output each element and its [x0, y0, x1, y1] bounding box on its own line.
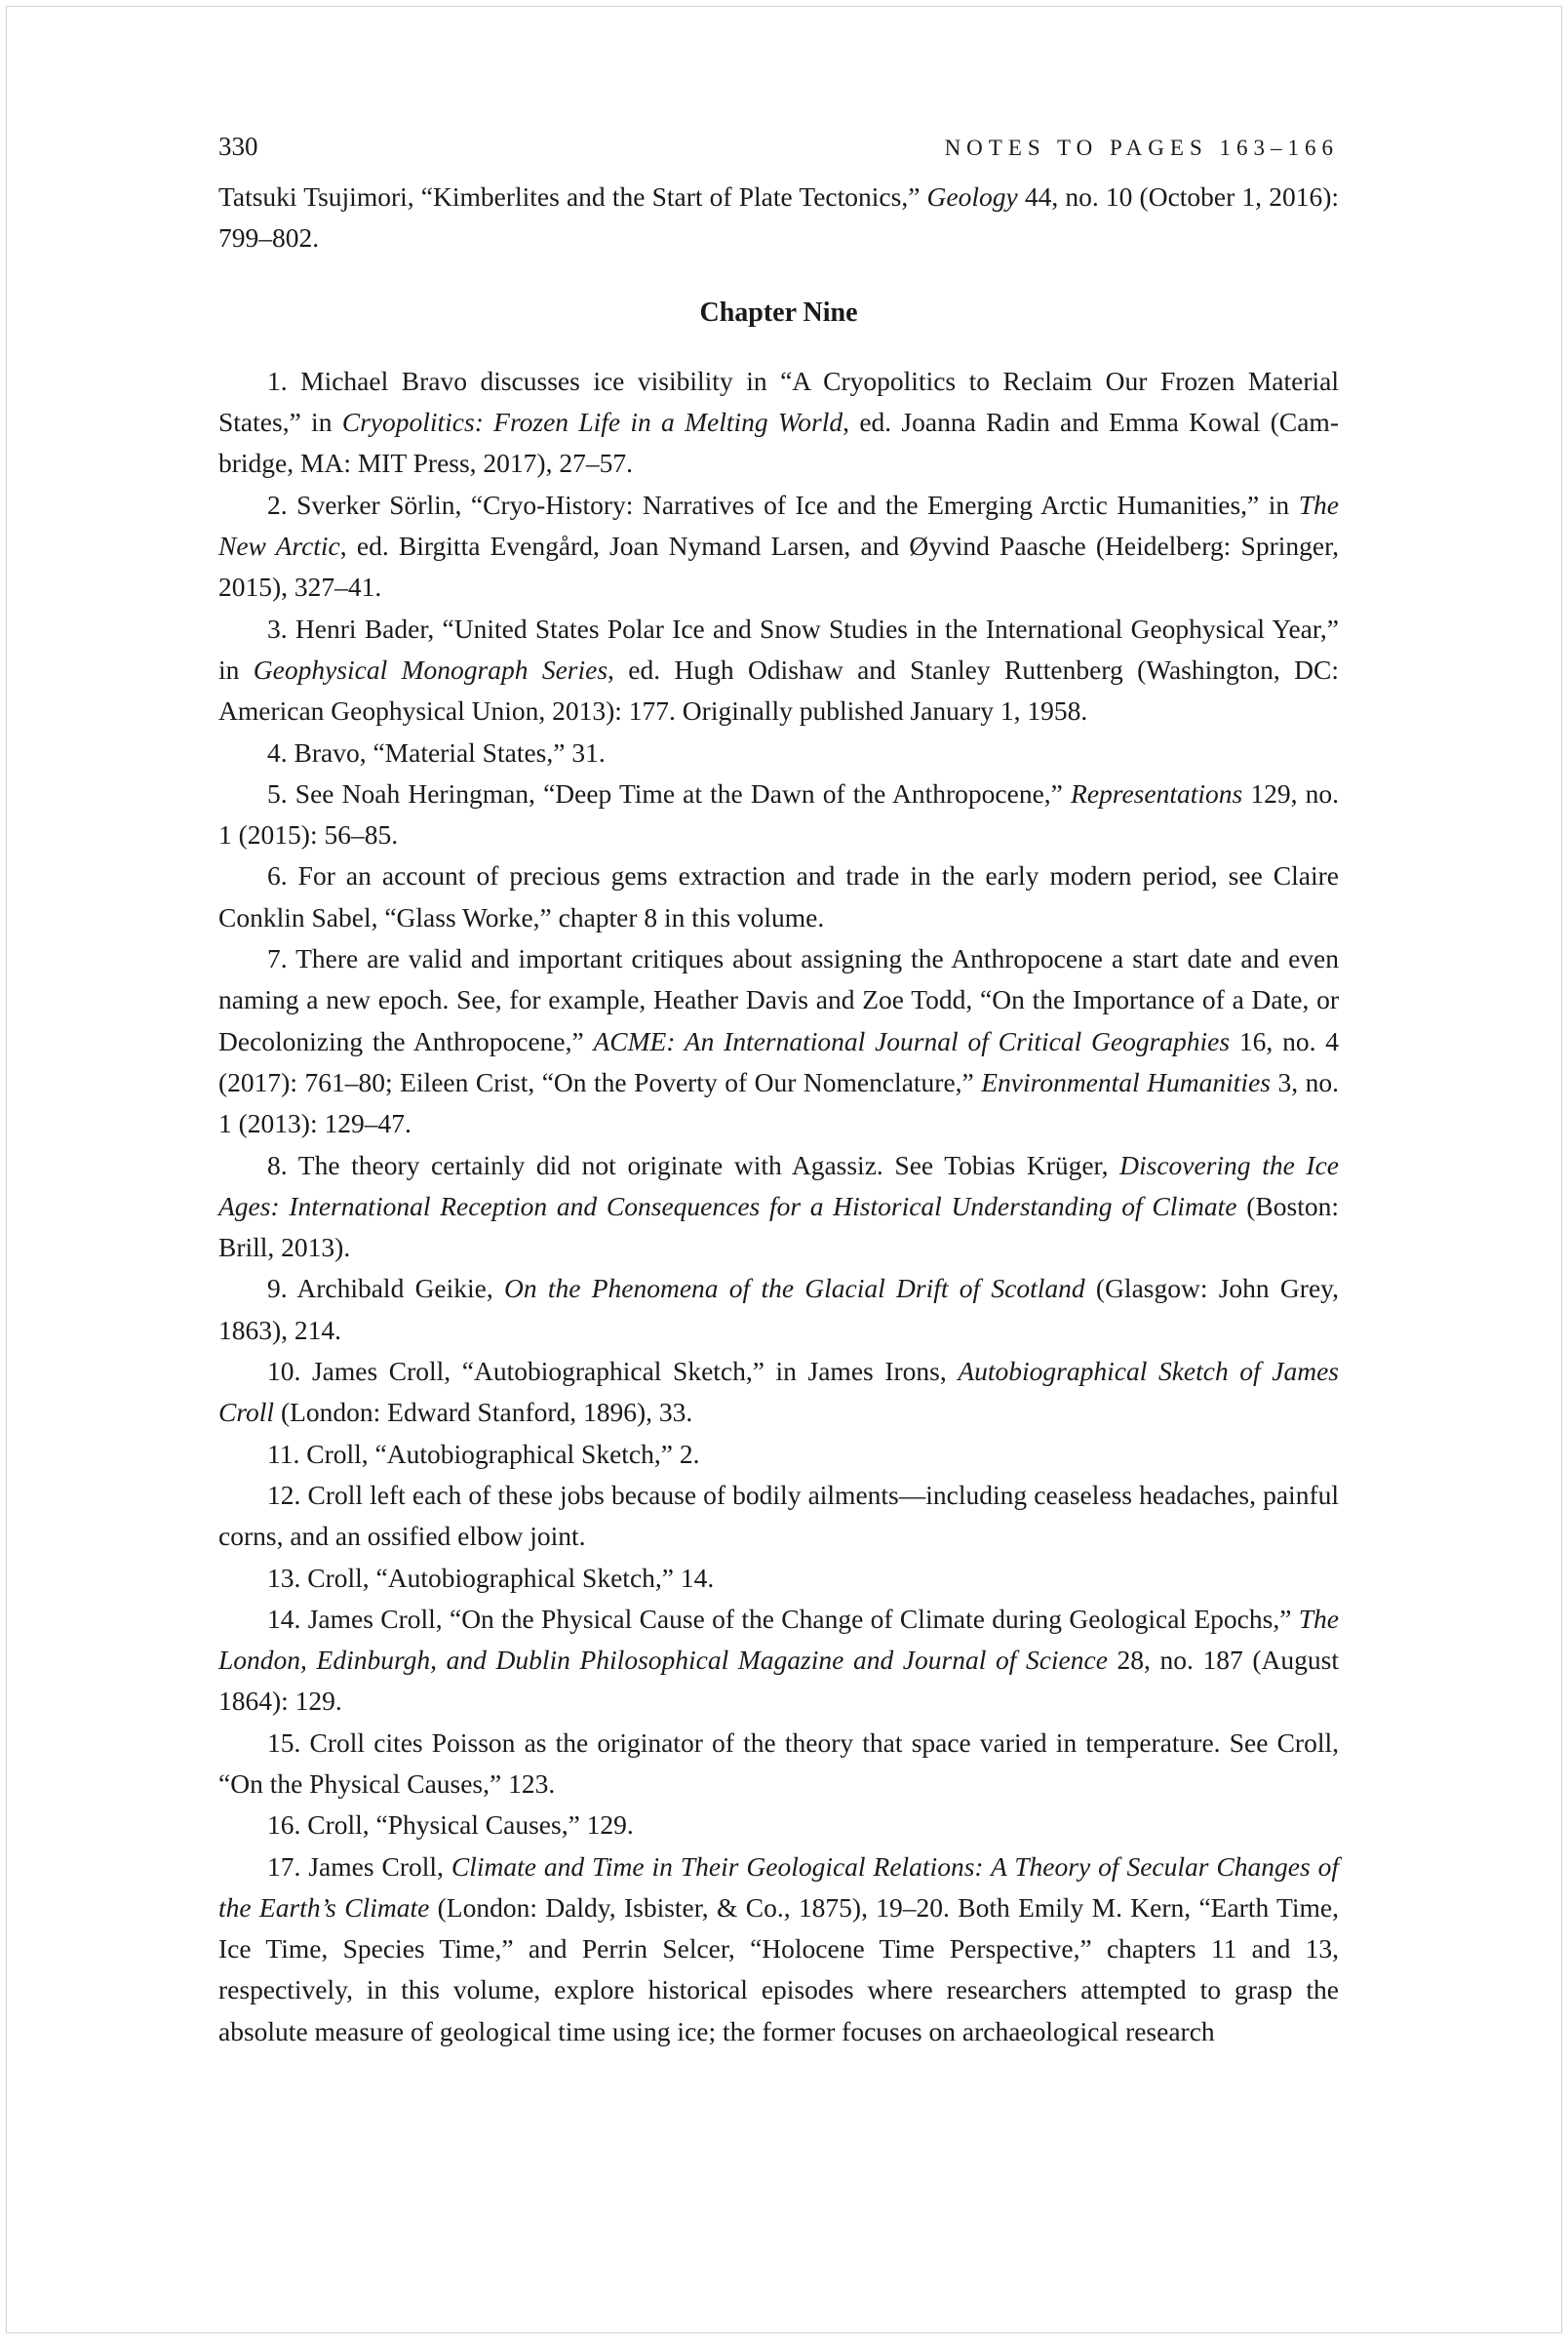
- note-text: (London: Edward Stanford, 1896), 33.: [274, 1397, 693, 1428]
- page-number: 330: [218, 132, 258, 161]
- endnote: [218, 1846, 1339, 2052]
- note-text: (London: Daldy, Isbister, & Co., 1875), 19–20. Both Emily M. Kern, “Earth Time, Ice Time, Species Time,” and Perrin Selcer, “Holocene Time Perspective,” chapters 11 and 13, respectively, in this volume, explore historical episodes where researchers attempted to grasp the absolute measure of geological time using ice; the former focuses on archaeological research: [218, 1891, 1340, 2046]
- notes-list: [218, 361, 1339, 2052]
- chapter-heading: Chapter Nine: [699, 297, 858, 328]
- italic-title: Representations: [1071, 777, 1243, 809]
- endnote: [218, 1268, 1339, 1351]
- page-header: [218, 126, 1339, 167]
- endnote: [218, 1351, 1339, 1434]
- endnote: [218, 938, 1339, 1144]
- endnote: [218, 1558, 1339, 1599]
- italic-title: Discovering the Ice Ages: International Reception and Consequences for a Historical Understanding of Climate: [218, 1149, 1339, 1221]
- endnote: [218, 485, 1339, 609]
- endnote: [218, 609, 1339, 733]
- note-text: (Boston: Brill, 2013).: [218, 1190, 1339, 1263]
- italic-title: Geophysical Monograph Series: [253, 654, 608, 685]
- italic-title: The New Arctic: [218, 489, 1339, 562]
- note-text: 11. Croll, “Autobiographical Sketch,” 2.: [267, 1438, 700, 1469]
- italic-title: Environmental Humanities: [981, 1066, 1271, 1097]
- note-text: 15. Croll cites Poisson as the originator of the theory that space varied in temperature. See Croll, “On the Physical Causes,” 123.: [218, 1726, 1339, 1799]
- italic-title: The London, Edinburgh, and Dublin Philosophical Magazine and Journal of Science: [218, 1603, 1339, 1676]
- note-text: 44, no. 10 (October 1, 2016): 799–802.: [218, 181, 1339, 254]
- note-text: Tatsuki Tsujimori, “Kimberlites and the Start of Plate Tectonics,”: [218, 181, 927, 212]
- endnote: [218, 1475, 1339, 1558]
- note-text: 5. See Noah Heringman, “Deep Time at the Dawn of the Anthropocene,”: [267, 777, 1072, 809]
- italic-title: Autobiographical Sketch of James Croll: [218, 1356, 1340, 1428]
- note-text: 10. James Croll, “Autobiographical Sketch,” in James Irons,: [267, 1356, 959, 1387]
- carryover-note: [218, 177, 1339, 259]
- endnote: [218, 1145, 1339, 1269]
- page-content: [218, 126, 1339, 2052]
- note-text: 13. Croll, “Autobiographical Sketch,” 14.: [267, 1562, 715, 1593]
- italic-title: ACME: An International Journal of Critical Geographies: [593, 1025, 1231, 1056]
- italic-title: Geology: [926, 181, 1018, 212]
- endnote: [218, 1805, 1339, 1845]
- endnote: [218, 1723, 1339, 1805]
- note-text: 8. The theory certainly did not originate with Agassiz. See Tobias Krüger,: [267, 1149, 1120, 1180]
- note-text: 1. Michael Bravo discusses ice visibility in “A Cryopolitics to Reclaim Our Frozen Material States,” in: [218, 365, 1339, 438]
- note-text: 28, no. 187 (August 1864): 129.: [218, 1645, 1339, 1717]
- endnote: [218, 1434, 1339, 1475]
- note-text: 3. Henri Bader, “United States Polar Ice and Snow Studies in the International Geophysical Year,” in: [218, 613, 1339, 685]
- endnote: [218, 733, 1339, 774]
- note-text: 12. Croll left each of these jobs because of bodily ailments—including ceaseless headaches, painful corns, and an ossified elbow joint.: [218, 1479, 1339, 1552]
- note-text: 4. Bravo, “Material States,” 31.: [267, 736, 606, 768]
- note-text: , ed. Joanna Radin and Emma Kowal (Cambridge, MA: MIT Press, 2017), 27–57.: [218, 407, 1339, 479]
- note-text: 9. Archibald Geikie,: [267, 1273, 505, 1304]
- italic-title: Climate and Time in Their Geological Relations: A Theory of Secular Changes of the Earth’s Climate: [218, 1850, 1339, 1923]
- note-text: 16. Croll, “Physical Causes,” 129.: [267, 1809, 634, 1841]
- note-text: (Glasgow: John Grey, 1863), 214.: [218, 1273, 1339, 1345]
- endnote: [218, 1599, 1339, 1723]
- book-page: [6, 6, 1562, 2333]
- italic-title: On the Phenomena of the Glacial Drift of Scotland: [504, 1273, 1085, 1304]
- note-text: 129, no. 1 (2015): 56–85.: [218, 777, 1339, 851]
- note-text: 2. Sverker Sörlin, “Cryo-History: Narratives of Ice and the Emerging Arctic Humanities,” in: [267, 489, 1299, 520]
- note-text: , ed. Hugh Odishaw and Stanley Ruttenberg (Washington, DC: American Geophysical Union, 2013): 177. Originally published January 1, 1958.: [218, 654, 1340, 727]
- note-text: 17. James Croll,: [267, 1850, 451, 1882]
- endnote: [218, 774, 1339, 856]
- endnote: [218, 855, 1339, 938]
- note-text: 14. James Croll, “On the Physical Cause of the Change of Climate during Geological Epochs,”: [267, 1603, 1299, 1634]
- running-head: NOTES TO PAGES 163–166: [944, 136, 1339, 160]
- note-text: , ed. Birgitta Evengård, Joan Nymand Larsen, and Øyvind Paasche (Heidelberg: Springer, 2015), 327–41.: [218, 531, 1339, 603]
- endnote: [218, 361, 1339, 485]
- italic-title: Cryopolitics: Frozen Life in a Melting World: [341, 407, 843, 438]
- note-text: 7. There are valid and important critiques about assigning the Anthropocene a start date and even naming a new epoch. See, for example, Heather Davis and Zoe Todd, “On the Importance of a Date, or Decolonizing the Anthropocene,”: [218, 943, 1339, 1056]
- note-text: 3, no. 1 (2013): 129–47.: [218, 1066, 1339, 1139]
- note-text: 16, no. 4 (2017): 761–80; Eileen Crist, “On the Poverty of Our Nomenclature,”: [218, 1025, 1339, 1097]
- note-text: 6. For an account of precious gems extraction and trade in the early modern period, see Claire Conklin Sabel, “Glass Worke,” chapter 8 in this volume.: [218, 860, 1339, 932]
